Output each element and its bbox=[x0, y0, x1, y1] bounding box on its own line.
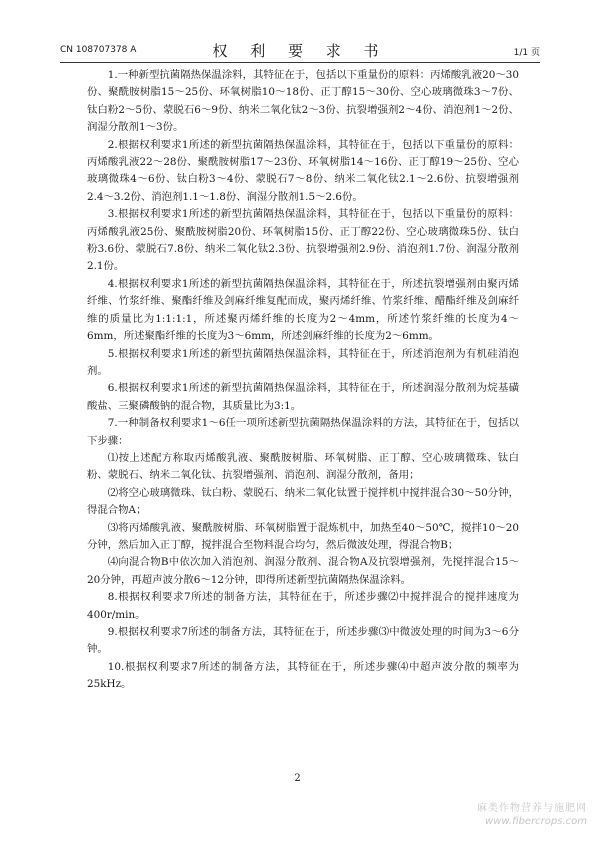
claim-7-step-4: ⑷向混合物B中依次加入消泡剂、润湿分散剂、混合物A及抗裂增强剂，先搅拌混合15～20分钟，再超声波分散6～12分钟，即得所述新型抗菌隔热保温涂料。 bbox=[87, 556, 519, 586]
header-divider bbox=[60, 62, 540, 63]
watermark-site-name: 麻类作物营养与施肥网 bbox=[477, 803, 587, 814]
claim-8: 8.根据权利要求7所述的制备方法，其特征在于，所述步骤⑵中搅拌混合的搅拌速度为400r/min。 bbox=[87, 591, 519, 621]
claims-body bbox=[87, 67, 519, 694]
claim-4: 4.根据权利要求1所述的新型抗菌隔热保温涂料，其特征在于，所述抗裂增强剂由聚丙烯纤维、竹浆纤维、聚酯纤维及剑麻纤维复配而成，聚丙烯纤维、竹浆纤维、醋酯纤维及剑麻纤维的质量比为1:1:1:1，所述聚丙烯纤维的长度为2～4mm，所述竹浆纤维的长度为4～6mm，所述聚酯纤维的长度为3～6mm，所述剑麻纤维的长度为2～6mm。 bbox=[87, 277, 519, 343]
publication-number: CN 108707378 A bbox=[60, 45, 137, 55]
claim-7-step-1: ⑴按上述配方称取丙烯酸乳液、聚酰胺树脂、环氧树脂、正丁醇、空心玻璃微珠、钛白粉、蒙脱石、纳米二氧化钛、抗裂增强剂、消泡剂、润湿分散剂，备用； bbox=[87, 451, 519, 482]
document-header bbox=[60, 40, 540, 60]
claim-9: 9.根据权利要求7所述的制备方法，其特征在于，所述步骤⑶中微波处理的时间为3～6分钟。 bbox=[87, 626, 519, 656]
watermark bbox=[477, 802, 587, 828]
claim-6: 6.根据权利要求1所述的新型抗菌隔热保温涂料，其特征在于，所述润湿分散剂为烷基磺酸盐、三聚磷酸钠的混合物，其质量比为3:1。 bbox=[87, 382, 519, 412]
claim-5: 5.根据权利要求1所述的新型抗菌隔热保温涂料，其特征在于，所述消泡剂为有机硅消泡剂。 bbox=[87, 347, 519, 377]
claim-7: 7.一种制备权利要求1～6任一项所述新型抗菌隔热保温涂料的方法，其特征在于，包括以下步骤： bbox=[87, 417, 519, 447]
page-info: 1/1 页 bbox=[513, 48, 540, 58]
claim-7-step-3: ⑶将丙烯酸乳液、聚酰胺树脂、环氧树脂置于混炼机中，加热至40～50℃，搅拌10～20分钟，然后加入正丁醇，搅拌混合至物料混合均匀，然后微波处理，得混合物B； bbox=[87, 521, 519, 551]
claim-7-step-2: ⑵将空心玻璃微珠、钛白粉、蒙脱石、纳米二氧化钛置于搅拌机中搅拌混合30～50分钟，得混合物A； bbox=[87, 486, 519, 517]
watermark-url: www.fibercrops.com bbox=[485, 816, 587, 827]
claim-3: 3.根据权利要求1所述的新型抗菌隔热保温涂料，其特征在于，包括以下重量份的原料：丙烯酸乳液25份、聚酰胺树脂20份、环氧树脂15份、正丁醇22份、空心玻璃微珠5份、钛白粉3.6份、蒙脱石7.8份、纳米二氧化钛2.3份、抗裂增强剂2.9份、消泡剂1.7份、润湿分散剂2.1份。 bbox=[87, 208, 519, 273]
claim-10: 10.根据权利要求7所述的制备方法，其特征在于，所述步骤⑷中超声波分散的频率为25kHz。 bbox=[87, 660, 519, 691]
document-title: 权 利 要 求 书 bbox=[212, 42, 388, 60]
claim-1: 1.一种新型抗菌隔热保温涂料，其特征在于，包括以下重量份的原料：丙烯酸乳液20～30份、聚酰胺树脂15～25份、环氧树脂10～18份、正丁醇15～30份、空心玻璃微珠3～7份、钛白粉2～5份、蒙脱石6～9份、纳米二氧化钛2～3份、抗裂增强剂2～4份、消泡剂1～2份、润湿分散剂1～3份。 bbox=[87, 69, 519, 134]
page-number: 2 bbox=[294, 773, 301, 784]
claim-2: 2.根据权利要求1所述的新型抗菌隔热保温涂料，其特征在于，包括以下重量份的原料：丙烯酸乳液22～28份、聚酰胺树脂17～23份、环氧树脂14～16份、正丁醇19～25份、空心玻璃微珠4～6份、钛白粉3～4份、蒙脱石7～8份、纳米二氧化钛2.1～2.6份、抗裂增强剂2.4～3.2份、消泡剂1.1～1.8份、润湿分散剂1.5～2.6份。 bbox=[87, 138, 519, 203]
